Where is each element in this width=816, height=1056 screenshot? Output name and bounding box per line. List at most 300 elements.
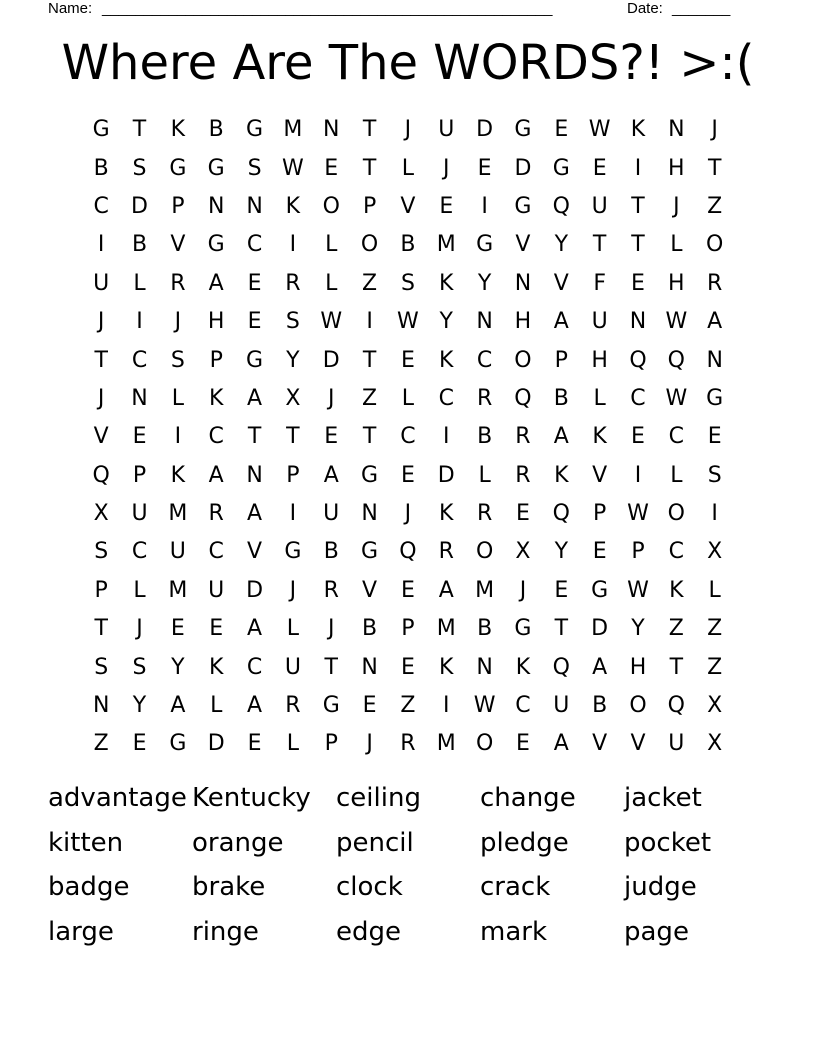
- grid-letter: B: [131, 232, 148, 258]
- grid-letter: W: [320, 309, 343, 335]
- grid-letter: P: [209, 347, 223, 373]
- grid-letter: V: [592, 731, 608, 757]
- grid-letter: E: [477, 155, 492, 181]
- grid-letter: U: [284, 654, 301, 680]
- grid-letter: B: [477, 616, 493, 642]
- grid-letter: E: [516, 731, 530, 757]
- grid-letter: Q: [552, 654, 570, 680]
- word-list-item: badge: [48, 872, 130, 903]
- grid-letter: P: [593, 501, 607, 527]
- grid-letter: G: [361, 539, 379, 565]
- grid-letter: T: [247, 424, 262, 450]
- word-list-item: large: [48, 916, 114, 947]
- grid-letter: Y: [554, 232, 569, 258]
- grid-letter: A: [707, 309, 723, 335]
- grid-letter: T: [362, 117, 377, 143]
- grid-letter: D: [207, 731, 225, 757]
- grid-letter: Z: [400, 693, 416, 719]
- grid-letter: E: [324, 155, 339, 181]
- grid-letter: I: [634, 155, 642, 181]
- grid-letter: E: [400, 347, 415, 373]
- grid-letter: S: [707, 462, 722, 488]
- word-list-item: pocket: [624, 827, 712, 858]
- grid-letter: E: [132, 731, 147, 757]
- grid-letter: R: [515, 424, 531, 450]
- grid-letter: T: [362, 347, 377, 373]
- grid-letter: R: [707, 270, 723, 296]
- grid-letter: Q: [667, 347, 685, 373]
- grid-letter: V: [553, 270, 569, 296]
- grid-letter: W: [397, 309, 419, 335]
- grid-letter: L: [670, 232, 683, 258]
- grid-letter: P: [401, 616, 415, 642]
- grid-letter: Z: [93, 731, 109, 757]
- grid-letter: C: [131, 347, 148, 373]
- grid-letter: H: [591, 347, 608, 373]
- grid-letter: M: [168, 577, 188, 603]
- grid-letter: A: [553, 309, 569, 335]
- grid-letter: A: [592, 654, 608, 680]
- grid-letter: G: [169, 731, 187, 757]
- grid-row: [82, 495, 734, 533]
- name-label: Name:: [48, 0, 93, 17]
- grid-row: [82, 457, 734, 495]
- grid-letter: D: [246, 577, 264, 603]
- grid-letter: E: [247, 309, 262, 335]
- page-title: Where Are The WORDS?! >:(: [61, 35, 755, 91]
- grid-letter: X: [707, 693, 723, 719]
- grid-letter: C: [208, 539, 224, 565]
- grid-row: [82, 149, 734, 187]
- grid-letter: K: [170, 462, 186, 488]
- grid-letter: U: [131, 501, 148, 527]
- grid-letter: T: [707, 155, 722, 181]
- grid-letter: C: [208, 424, 224, 450]
- grid-letter: E: [707, 424, 722, 450]
- grid-letter: D: [476, 117, 494, 143]
- grid-letter: T: [132, 117, 147, 143]
- grid-letter: L: [401, 385, 415, 411]
- grid-letter: Y: [286, 347, 300, 373]
- header-line: [48, 0, 748, 18]
- grid-row: [82, 303, 734, 341]
- grid-letter: Z: [362, 270, 378, 296]
- grid-letter: N: [92, 693, 110, 719]
- grid-letter: U: [93, 270, 110, 296]
- grid-letter: O: [514, 347, 532, 373]
- grid-letter: S: [170, 347, 185, 373]
- grid-letter: O: [475, 731, 494, 757]
- grid-letter: P: [631, 539, 645, 565]
- grid-letter: I: [443, 424, 450, 450]
- grid-letter: N: [629, 309, 647, 335]
- grid-letter: P: [362, 193, 377, 219]
- name-blank-line: ______________________________________________________: [102, 0, 553, 17]
- grid-letter: E: [247, 270, 262, 296]
- grid-letter: T: [362, 424, 377, 450]
- grid-letter: H: [668, 270, 685, 296]
- grid-letter: G: [284, 539, 302, 565]
- grid-letter: R: [285, 693, 301, 719]
- grid-letter: E: [247, 731, 262, 757]
- grid-letter: N: [476, 654, 493, 680]
- grid-letter: T: [669, 654, 684, 680]
- grid-letter: J: [711, 117, 718, 143]
- grid-letter: Y: [554, 539, 569, 565]
- grid-letter: G: [552, 155, 570, 181]
- grid-letter: I: [97, 232, 105, 258]
- grid-letter: R: [323, 577, 339, 603]
- word-list-item: page: [624, 916, 689, 947]
- grid-letter: B: [208, 117, 224, 143]
- grid-letter: G: [514, 193, 532, 219]
- date-label: Date:: [627, 0, 663, 17]
- grid-letter: A: [208, 462, 224, 488]
- grid-letter: Q: [552, 501, 570, 527]
- grid-letter: M: [436, 731, 456, 757]
- grid-letter: M: [283, 117, 303, 143]
- grid-letter: I: [481, 193, 488, 219]
- word-list-item: edge: [336, 916, 401, 947]
- grid-letter: N: [514, 270, 532, 296]
- grid-letter: U: [208, 577, 225, 603]
- word-list-item: crack: [480, 872, 551, 903]
- grid-letter: G: [92, 117, 110, 143]
- grid-letter: W: [627, 501, 649, 527]
- grid-letter: U: [169, 539, 186, 565]
- grid-letter: U: [553, 693, 570, 719]
- word-list-item: ringe: [192, 916, 259, 947]
- word-list-item: mark: [480, 916, 548, 947]
- grid-letter: T: [631, 193, 645, 219]
- grid-letter: S: [132, 155, 147, 181]
- word-list-item: orange: [192, 827, 284, 858]
- grid-letter: L: [286, 731, 300, 757]
- grid-letter: Q: [399, 539, 417, 565]
- grid-letter: K: [208, 654, 224, 680]
- grid-letter: Q: [629, 347, 647, 373]
- grid-letter: I: [289, 232, 297, 258]
- grid-row: [82, 341, 734, 379]
- grid-letter: A: [438, 577, 454, 603]
- grid-letter: L: [133, 577, 146, 603]
- word-list-item: jacket: [624, 783, 702, 813]
- grid-letter: A: [247, 616, 263, 642]
- grid-row: [82, 648, 734, 686]
- word-list-item: kitten: [48, 827, 124, 858]
- grid-letter: A: [247, 385, 263, 411]
- grid-letter: J: [289, 577, 297, 603]
- grid-letter: C: [630, 385, 646, 411]
- grid-letter: J: [673, 193, 680, 219]
- grid-letter: P: [286, 462, 300, 488]
- grid-letter: D: [131, 193, 148, 219]
- grid-letter: J: [97, 385, 105, 411]
- grid-letter: Q: [92, 462, 110, 488]
- grid-letter: N: [131, 385, 148, 411]
- grid-row: [82, 265, 734, 303]
- grid-row: [82, 226, 734, 264]
- grid-letter: E: [592, 539, 607, 565]
- grid-letter: C: [93, 193, 109, 219]
- grid-row: [82, 380, 734, 418]
- grid-letter: W: [588, 117, 611, 143]
- grid-letter: A: [208, 270, 224, 296]
- grid-row: [82, 188, 734, 226]
- grid-letter: Z: [707, 616, 723, 642]
- grid-letter: F: [593, 270, 606, 296]
- grid-letter: X: [515, 539, 531, 565]
- grid-letter: I: [174, 424, 182, 450]
- grid-letter: B: [400, 232, 416, 258]
- grid-letter: R: [208, 501, 224, 527]
- grid-letter: M: [168, 501, 188, 527]
- grid-letter: V: [247, 539, 263, 565]
- grid-letter: V: [362, 577, 378, 603]
- grid-letter: N: [706, 347, 723, 373]
- grid-letter: E: [516, 501, 530, 527]
- grid-letter: P: [94, 577, 108, 603]
- grid-letter: E: [324, 424, 339, 450]
- grid-row: [82, 725, 734, 763]
- grid-letter: C: [400, 424, 416, 450]
- grid-letter: A: [553, 731, 569, 757]
- grid-letter: E: [592, 155, 607, 181]
- grid-letter: O: [706, 232, 724, 258]
- grid-letter: G: [514, 616, 532, 642]
- grid-letter: E: [132, 424, 147, 450]
- grid-letter: E: [554, 577, 569, 603]
- grid-letter: C: [668, 424, 685, 450]
- grid-letter: V: [93, 424, 109, 450]
- grid-letter: E: [554, 117, 569, 143]
- grid-letter: K: [285, 193, 301, 219]
- grid-letter: T: [286, 424, 300, 450]
- grid-letter: W: [473, 693, 496, 719]
- grid-letter: J: [174, 309, 182, 335]
- grid-letter: O: [322, 193, 340, 219]
- grid-letter: V: [170, 232, 186, 258]
- grid-letter: B: [592, 693, 608, 719]
- grid-letter: K: [515, 654, 531, 680]
- grid-letter: B: [93, 155, 109, 181]
- grid-letter: I: [711, 501, 718, 527]
- grid-letter: G: [246, 347, 264, 373]
- grid-letter: Q: [552, 193, 570, 219]
- grid-letter: T: [592, 232, 607, 258]
- grid-letter: C: [668, 539, 685, 565]
- grid-letter: N: [246, 193, 263, 219]
- grid-letter: R: [170, 270, 186, 296]
- grid-letter: B: [323, 539, 339, 565]
- grid-letter: Q: [667, 693, 685, 719]
- grid-letter: L: [133, 270, 146, 296]
- grid-letter: C: [131, 539, 148, 565]
- word-list-item: Kentucky: [192, 783, 311, 813]
- grid-letter: S: [247, 155, 262, 181]
- grid-letter: J: [327, 385, 335, 411]
- grid-letter: X: [93, 501, 109, 527]
- grid-letter: C: [515, 693, 531, 719]
- grid-letter: K: [439, 270, 454, 296]
- grid-letter: R: [476, 385, 493, 411]
- grid-letter: R: [400, 731, 416, 757]
- grid-letter: Y: [439, 309, 453, 335]
- grid-letter: G: [246, 117, 264, 143]
- grid-letter: E: [631, 270, 645, 296]
- grid-letter: H: [207, 309, 225, 335]
- grid-letter: I: [443, 693, 450, 719]
- grid-letter: G: [207, 232, 225, 258]
- grid-letter: O: [360, 232, 379, 258]
- grid-letter: J: [136, 616, 143, 642]
- grid-letter: Z: [707, 193, 723, 219]
- grid-letter: E: [400, 462, 415, 488]
- grid-letter: G: [361, 462, 379, 488]
- grid-letter: S: [285, 309, 300, 335]
- grid-letter: K: [439, 501, 454, 527]
- grid-letter: B: [553, 385, 569, 411]
- grid-letter: L: [286, 616, 300, 642]
- grid-letter: Z: [707, 654, 723, 680]
- grid-letter: H: [514, 309, 532, 335]
- grid-letter: H: [629, 654, 647, 680]
- grid-letter: A: [247, 501, 263, 527]
- grid-letter: G: [476, 232, 494, 258]
- grid-letter: N: [476, 309, 493, 335]
- grid-letter: C: [438, 385, 454, 411]
- grid-letter: P: [554, 347, 568, 373]
- letter-grid: [82, 111, 734, 764]
- grid-letter: W: [627, 577, 649, 603]
- grid-letter: K: [592, 424, 607, 450]
- grid-letter: L: [708, 577, 721, 603]
- grid-row: [82, 687, 734, 725]
- grid-letter: L: [670, 462, 683, 488]
- grid-letter: H: [668, 155, 685, 181]
- grid-letter: G: [706, 385, 724, 411]
- grid-letter: W: [282, 155, 304, 181]
- grid-letter: K: [669, 577, 684, 603]
- grid-letter: Z: [668, 616, 684, 642]
- grid-letter: V: [630, 731, 646, 757]
- grid-letter: V: [515, 232, 531, 258]
- grid-letter: L: [325, 270, 338, 296]
- grid-letter: K: [554, 462, 569, 488]
- grid-letter: M: [436, 616, 456, 642]
- grid-row: [82, 572, 734, 610]
- grid-letter: J: [366, 731, 373, 757]
- grid-letter: R: [476, 501, 493, 527]
- word-list-item: pledge: [480, 827, 569, 858]
- word-list-item: advantage: [48, 783, 187, 813]
- date-blank-line: _______: [672, 0, 731, 17]
- grid-letter: P: [132, 462, 147, 488]
- grid-letter: S: [400, 270, 415, 296]
- grid-letter: W: [665, 385, 688, 411]
- grid-letter: J: [443, 155, 450, 181]
- grid-letter: N: [207, 193, 225, 219]
- grid-letter: L: [401, 155, 415, 181]
- grid-letter: A: [170, 693, 186, 719]
- grid-letter: N: [361, 501, 378, 527]
- word-list-item: brake: [192, 872, 266, 903]
- grid-letter: O: [667, 501, 685, 527]
- grid-letter: I: [136, 309, 143, 335]
- word-list-item: judge: [624, 872, 697, 903]
- grid-letter: K: [439, 347, 454, 373]
- grid-letter: B: [362, 616, 378, 642]
- grid-letter: T: [94, 616, 108, 642]
- grid-letter: X: [707, 731, 723, 757]
- grid-letter: C: [246, 654, 263, 680]
- grid-letter: U: [591, 193, 608, 219]
- grid-letter: Y: [477, 270, 492, 296]
- word-list-item: change: [480, 783, 576, 813]
- grid-letter: E: [400, 654, 415, 680]
- grid-letter: R: [438, 539, 454, 565]
- grid-letter: E: [439, 193, 454, 219]
- grid-letter: U: [323, 501, 340, 527]
- grid-letter: X: [285, 385, 301, 411]
- grid-letter: U: [438, 117, 455, 143]
- grid-letter: V: [400, 193, 416, 219]
- grid-row: [82, 610, 734, 648]
- grid-letter: E: [170, 616, 185, 642]
- word-list-item: pencil: [336, 827, 414, 858]
- grid-letter: N: [361, 654, 378, 680]
- grid-letter: M: [475, 577, 495, 603]
- grid-letter: Y: [631, 616, 645, 642]
- grid-letter: J: [404, 117, 412, 143]
- grid-letter: Q: [514, 385, 532, 411]
- grid-letter: P: [324, 731, 338, 757]
- grid-letter: E: [209, 616, 224, 642]
- grid-letter: T: [362, 155, 377, 181]
- grid-letter: I: [634, 462, 642, 488]
- grid-letter: Y: [171, 654, 185, 680]
- grid-letter: L: [478, 462, 491, 488]
- grid-letter: D: [437, 462, 455, 488]
- grid-letter: J: [327, 616, 335, 642]
- grid-letter: S: [94, 654, 109, 680]
- grid-letter: C: [476, 347, 493, 373]
- grid-letter: W: [665, 309, 688, 335]
- grid-letter: J: [404, 501, 412, 527]
- grid-letter: C: [246, 232, 263, 258]
- grid-letter: O: [475, 539, 494, 565]
- grid-letter: P: [171, 193, 185, 219]
- grid-row: [82, 111, 734, 149]
- grid-letter: A: [323, 462, 339, 488]
- grid-letter: M: [436, 232, 456, 258]
- grid-letter: T: [554, 616, 569, 642]
- grid-letter: X: [707, 539, 723, 565]
- grid-letter: A: [247, 693, 263, 719]
- grid-letter: Y: [132, 693, 147, 719]
- grid-letter: G: [169, 155, 187, 181]
- grid-letter: G: [514, 117, 532, 143]
- grid-letter: B: [477, 424, 493, 450]
- grid-letter: E: [400, 577, 415, 603]
- grid-letter: D: [591, 616, 609, 642]
- grid-letter: S: [94, 539, 109, 565]
- grid-letter: K: [208, 385, 224, 411]
- grid-letter: D: [514, 155, 532, 181]
- grid-letter: A: [553, 424, 569, 450]
- grid-letter: E: [362, 693, 377, 719]
- grid-letter: D: [322, 347, 340, 373]
